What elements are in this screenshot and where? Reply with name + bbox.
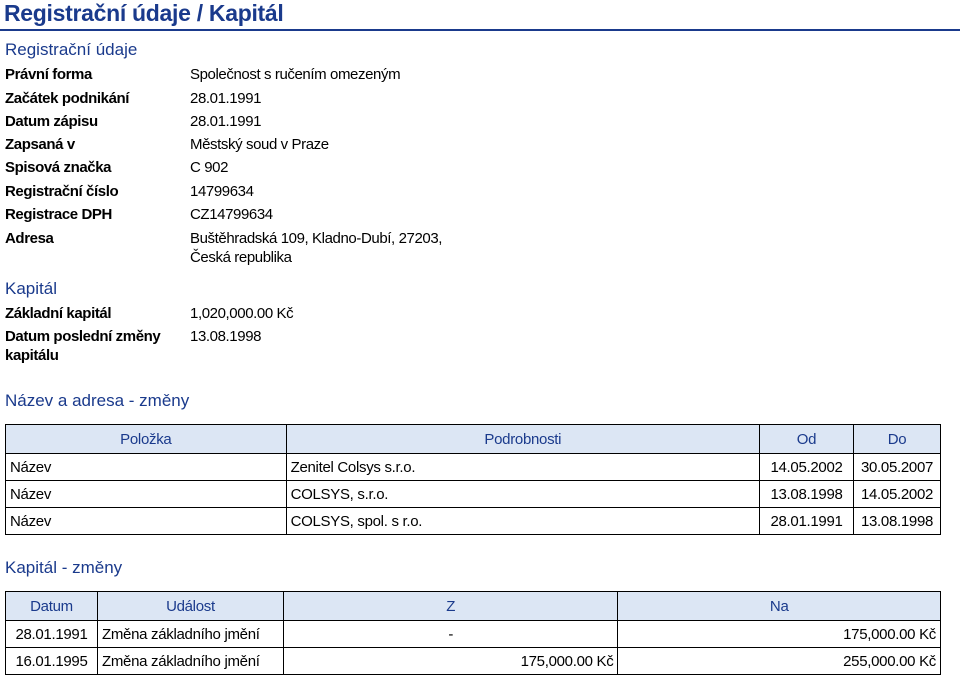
basic-capital-value: 1,020,000.00 Kč [190, 305, 294, 322]
capital-changes-table [5, 591, 941, 675]
column-header-from: Z [283, 592, 618, 621]
cell-from: 175,000.00 Kč [283, 648, 618, 675]
field-label: Registrační číslo [5, 183, 119, 200]
cell-from: 28.01.1991 [760, 508, 854, 535]
column-header-from: Od [760, 425, 854, 454]
title-divider [0, 29, 960, 31]
cell-to: 175,000.00 Kč [618, 621, 941, 648]
table-row [6, 648, 941, 675]
address-label: Adresa [5, 230, 54, 247]
field-label: Datum zápisu [5, 113, 98, 130]
field-value: 28.01.1991 [190, 90, 262, 107]
cell-event: Změna základního jmění [97, 621, 283, 648]
cell-item: Název [6, 481, 287, 508]
last-change-value: 13.08.1998 [190, 328, 262, 345]
last-change-label-line1: Datum poslední změny [5, 328, 161, 345]
capital-heading: Kapitál [5, 279, 57, 298]
cell-item: Název [6, 508, 287, 535]
cell-to: 13.08.1998 [853, 508, 940, 535]
field-label: Začátek podnikání [5, 90, 130, 107]
cell-details: Zenitel Colsys s.r.o. [286, 454, 759, 481]
field-value: CZ14799634 [190, 206, 273, 223]
field-label: Spisová značka [5, 159, 112, 176]
cell-to: 30.05.2007 [853, 454, 940, 481]
field-value: C 902 [190, 159, 229, 176]
registration-heading: Registrační údaje [5, 40, 138, 59]
field-value: 28.01.1991 [190, 113, 262, 130]
basic-capital-label: Základní kapitál [5, 305, 112, 322]
field-label: Registrace DPH [5, 206, 112, 223]
column-header-details: Podrobnosti [286, 425, 759, 454]
field-value: 14799634 [190, 183, 254, 200]
cell-from: 13.08.1998 [760, 481, 854, 508]
last-change-label-line2: kapitálu [5, 347, 59, 364]
field-value: Společnost s ručením omezeným [190, 66, 401, 83]
table-header-row [6, 425, 941, 454]
column-header-to: Do [853, 425, 940, 454]
cell-details: COLSYS, s.r.o. [286, 481, 759, 508]
cell-to: 255,000.00 Kč [618, 648, 941, 675]
table-header-row [6, 592, 941, 621]
cell-from: 14.05.2002 [760, 454, 854, 481]
cell-from: - [283, 621, 618, 648]
field-value: Městský soud v Praze [190, 136, 329, 153]
field-label: Právní forma [5, 66, 92, 83]
cell-to: 14.05.2002 [853, 481, 940, 508]
table-row [6, 454, 941, 481]
table-row [6, 508, 941, 535]
capital-changes-heading: Kapitál - změny [5, 558, 123, 577]
table-row [6, 621, 941, 648]
address-line1: Buštěhradská 109, Kladno-Dubí, 27203, [190, 230, 443, 247]
address-line2: Česká republika [190, 249, 292, 266]
column-header-date: Datum [6, 592, 98, 621]
name-changes-heading: Název a adresa - změny [5, 391, 190, 410]
field-label: Zapsaná v [5, 136, 75, 153]
cell-date: 28.01.1991 [6, 621, 98, 648]
cell-event: Změna základního jmění [97, 648, 283, 675]
column-header-to: Na [618, 592, 941, 621]
cell-details: COLSYS, spol. s r.o. [286, 508, 759, 535]
table-row [6, 481, 941, 508]
column-header-event: Událost [97, 592, 283, 621]
page-title: Registrační údaje / Kapitál [4, 0, 284, 26]
cell-date: 16.01.1995 [6, 648, 98, 675]
column-header-item: Položka [6, 425, 287, 454]
name-changes-table [5, 424, 941, 535]
cell-item: Název [6, 454, 287, 481]
